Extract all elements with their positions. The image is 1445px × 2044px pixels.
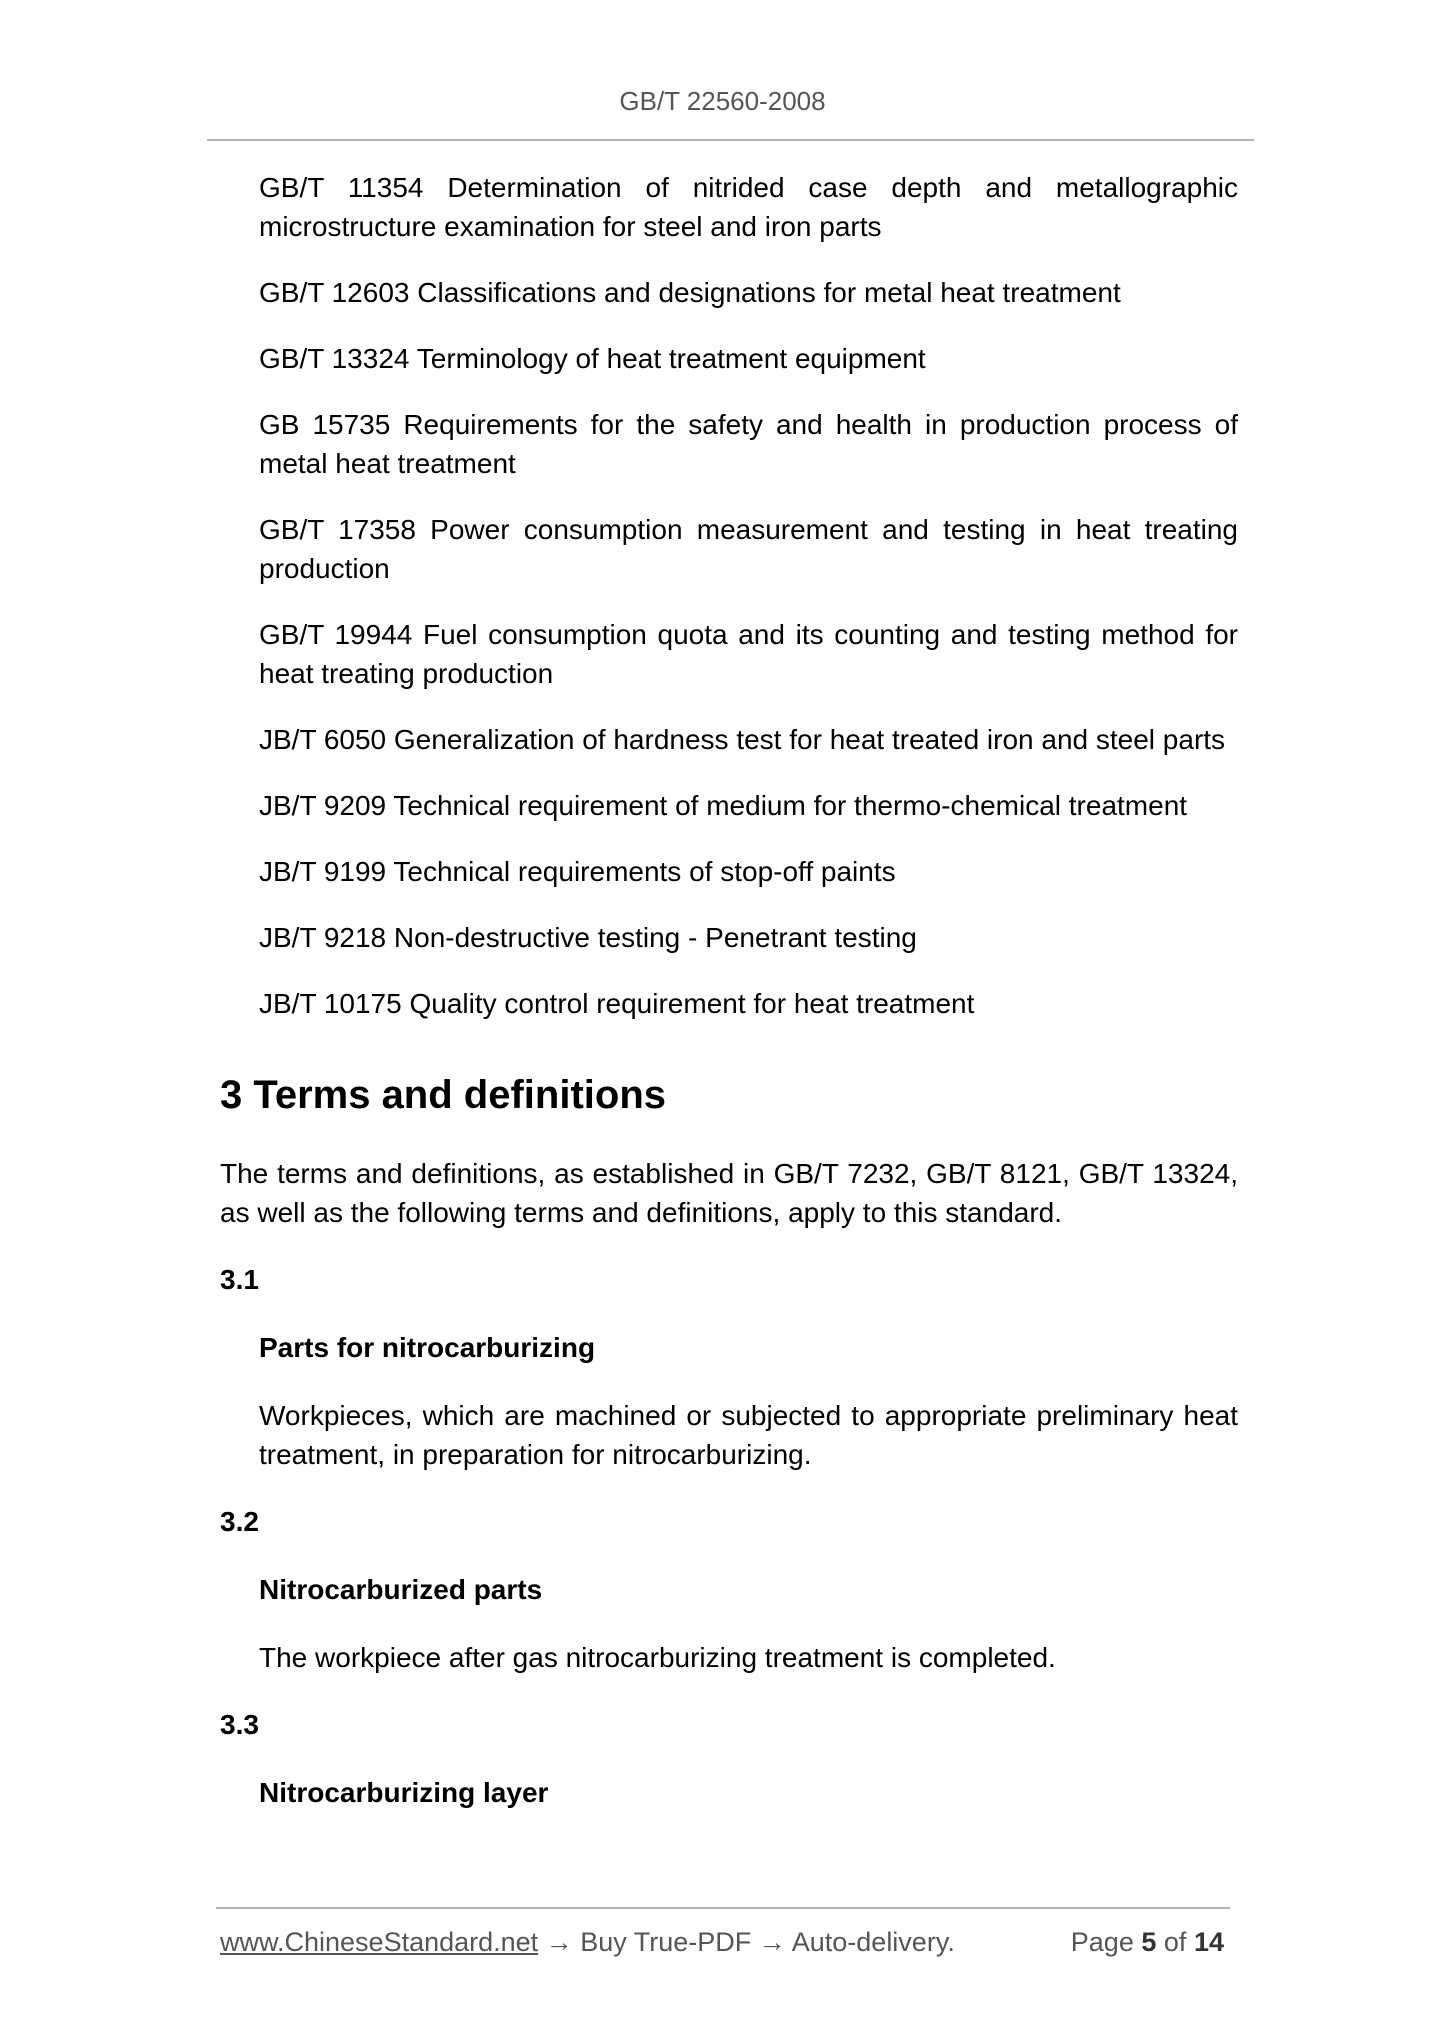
reference-item: GB/T 12603 Classifications and designations for metal heat treatment (259, 277, 1121, 308)
term-title: Parts for nitrocarburizing (259, 1332, 596, 1363)
page-current: 5 (1141, 1927, 1157, 1957)
reference-item: GB/T 11354 Determination of nitrided case depth and metallographic microstructure examination for steel and iron parts (259, 172, 1238, 242)
page-footer (220, 1927, 1230, 1958)
footer-promo: → Buy True-PDF → Auto-delivery. (538, 1927, 955, 1957)
clause-number: 3.3 (220, 1709, 259, 1740)
page-of: of (1163, 1927, 1187, 1957)
reference-item: JB/T 9218 Non-destructive testing - Penetrant testing (259, 922, 917, 953)
header-divider (207, 139, 1254, 141)
reference-item: GB/T 17358 Power consumption measurement and testing in heat treating production (259, 514, 1238, 584)
section-heading: 3 Terms and definitions (220, 1073, 666, 1117)
section-intro: The terms and definitions, as established in GB/T 7232, GB/T 8121, GB/T 13324, as well as the following terms and definitions, apply to this standard. (220, 1158, 1238, 1228)
running-header: GB/T 22560-2008 (619, 86, 826, 116)
term-title: Nitrocarburizing layer (259, 1777, 549, 1808)
website-link[interactable]: www.ChineseStandard.net (220, 1927, 539, 1957)
reference-item: GB/T 13324 Terminology of heat treatment equipment (259, 343, 926, 374)
reference-item: GB 15735 Requirements for the safety and health in production process of metal heat treatment (259, 409, 1238, 479)
reference-item: JB/T 9209 Technical requirement of medium for thermo-chemical treatment (259, 790, 1188, 821)
reference-item: JB/T 6050 Generalization of hardness test for heat treated iron and steel parts (259, 724, 1226, 755)
term-title: Nitrocarburized parts (259, 1574, 543, 1605)
page-total: 14 (1193, 1927, 1224, 1957)
clause-number: 3.1 (220, 1264, 259, 1295)
reference-item: JB/T 10175 Quality control requirement for heat treatment (259, 988, 975, 1019)
clause-number: 3.2 (220, 1506, 259, 1537)
page-indicator (1071, 1927, 1224, 1958)
page-label: Page (1070, 1927, 1134, 1957)
footer-divider (216, 1907, 1230, 1909)
reference-item: GB/T 19944 Fuel consumption quota and its counting and testing method for heat treating production (259, 619, 1238, 689)
page-content (220, 168, 1238, 1812)
term-definition: Workpieces, which are machined or subjected to appropriate preliminary heat treatment, in preparation for nitrocarburizing. (259, 1400, 1238, 1470)
term-definition: The workpiece after gas nitrocarburizing treatment is completed. (259, 1642, 1056, 1673)
reference-item: JB/T 9199 Technical requirements of stop-off paints (259, 856, 896, 887)
